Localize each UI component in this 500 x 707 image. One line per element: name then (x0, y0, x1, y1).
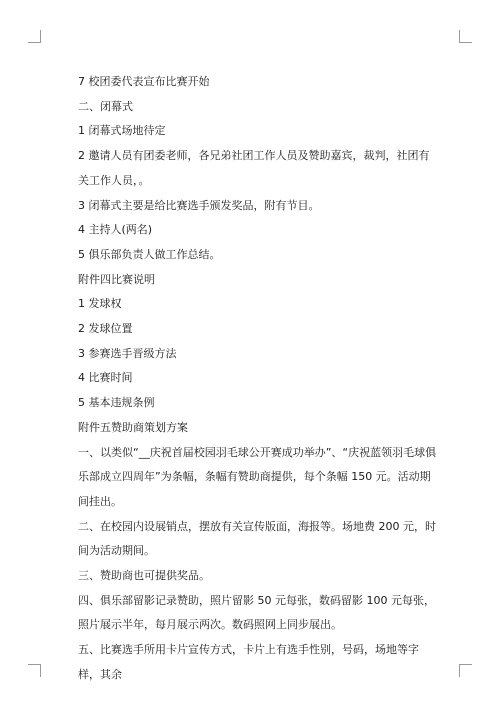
paragraph: 5 基本违规条例 (78, 396, 155, 410)
section-heading: 附件五赞助商策划方案 (78, 420, 188, 434)
paragraph: 5 俱乐部负责人做工作总结。 (78, 247, 221, 261)
crop-mark-top-right (459, 30, 472, 43)
paragraph: 1 闭幕式场地待定 (78, 124, 166, 138)
paragraph: 2 发球位置 (78, 322, 133, 336)
paragraph: 4 主持人(两名) (78, 223, 153, 237)
crop-mark-top-left (28, 30, 41, 43)
paragraph: 五、比赛选手所用卡片宣传方式，卡片上有选手性别，号码，场地等字样，其余 (78, 643, 419, 681)
paragraph: 4 比赛时间 (78, 371, 133, 385)
document-body (78, 70, 438, 688)
section-heading: 附件四比赛说明 (78, 272, 155, 286)
paragraph: 三、赞助商也可提供奖品。 (78, 569, 210, 583)
paragraph: 3 参赛选手晋级方法 (78, 346, 177, 360)
paragraph: 3 闭幕式主要是给比赛选手颁发奖品，附有节目。 (78, 198, 320, 212)
paragraph: 2 邀请人员有团委老师，各兄弟社团工作人员及赞助嘉宾，裁判，社团有关工作人员，。 (78, 149, 430, 187)
paragraph: 一、以类似“__庆祝首届校园羽毛球公开赛成功举办”、“庆祝蓝领羽毛球俱乐部成立四周年”为条幅，条幅有赞助商提供，每个条幅 150 元。活动期间挂出。 (78, 445, 437, 508)
paragraph: 二、在校园内设展销点，摆放有关宣传版面，海报等。场地费 200 元，时间为活动期间。 (78, 519, 436, 558)
paragraph: 7 校团委代表宣布比赛开始 (78, 75, 210, 88)
paragraph: 四、俱乐部留影记录赞助，照片留影 50 元每张，数码留影 100 元每张，照片展示半年，每月展示两次。数码照网上同步展出。 (78, 593, 435, 632)
crop-mark-bottom-left (28, 664, 41, 677)
crop-mark-bottom-right (459, 664, 472, 677)
section-heading: 二、闭幕式 (78, 99, 133, 113)
paragraph: 1 发球权 (78, 297, 122, 311)
